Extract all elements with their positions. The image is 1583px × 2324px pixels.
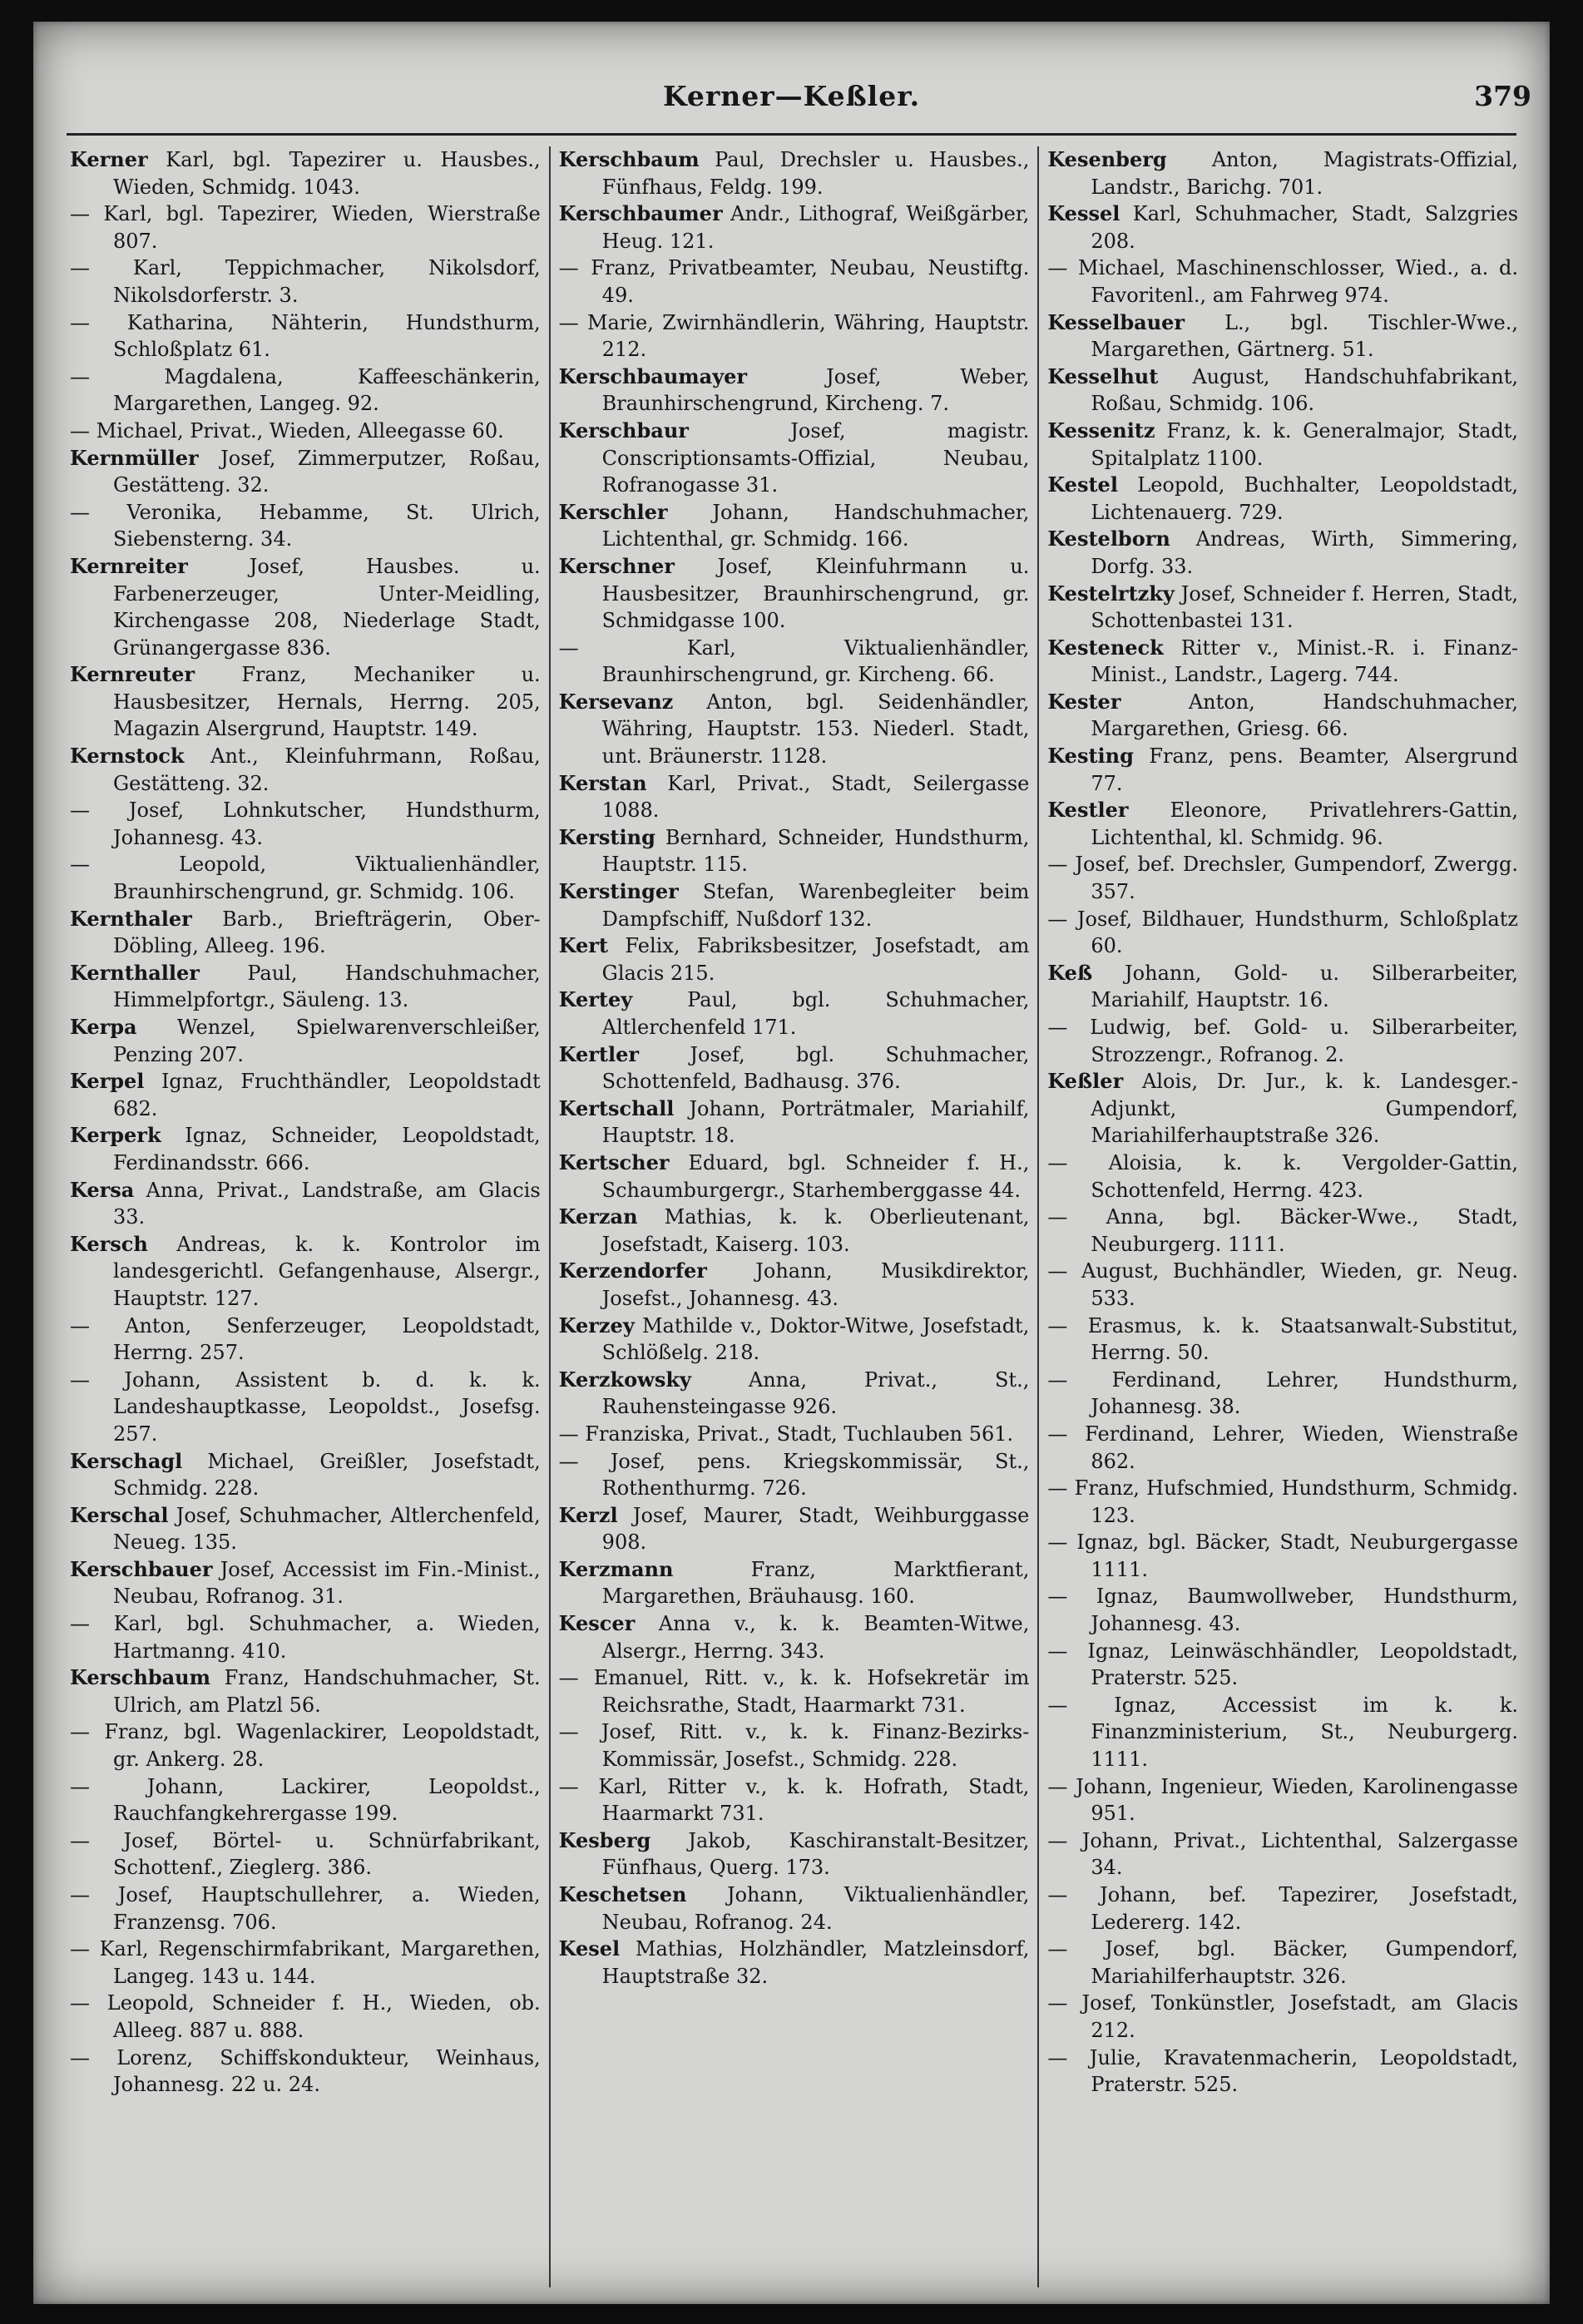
directory-entry [70, 661, 541, 743]
entry-details: — Katharina, Nähterin, Hundsthurm, Schloßplatz 61. [70, 310, 541, 362]
entry-surname: Kesteneck [1047, 635, 1164, 660]
entry-surname: Kesberg [558, 1827, 651, 1852]
entry-details: Bernhard, Schneider, Hundsthurm, Hauptstr. 115. [601, 825, 1030, 877]
entry-details: Anna v., k. k. Beamten-Witwe, Alsergr., Herrng. 343. [601, 1612, 1030, 1663]
directory-entry [1047, 146, 1518, 200]
directory-entry [559, 1313, 1030, 1367]
entry-surname: Kersch [70, 1231, 148, 1256]
entry-details: Ant., Kleinfuhrmann, Roßau, Gestätteng. 32. [113, 744, 541, 795]
entry-surname: Keßler [1047, 1069, 1124, 1094]
directory-entry [559, 363, 1030, 418]
entry-details: — Ignaz, bgl. Bäcker, Stadt, Neuburgergasse 1111. [1047, 1530, 1519, 1581]
directory-entry [559, 824, 1030, 878]
directory-entry [1047, 635, 1518, 689]
entry-details: Franz, Mechaniker u. Hausbesitzer, Hernals, Herrng. 205, Magazin Alsergrund, Hauptstr. 149. [113, 663, 541, 741]
entry-details: — Franziska, Privat., Stadt, Tuchlauben 561. [558, 1422, 1014, 1446]
directory-entry [1047, 689, 1518, 743]
entry-surname: Kerperk [70, 1123, 161, 1148]
column-2 [549, 146, 1038, 2287]
entry-details: — Franz, bgl. Wagenlackirer, Leopoldstadt, gr. Ankerg. 28. [70, 1720, 541, 1772]
entry-surname: Kerschal [70, 1502, 169, 1527]
entry-details: Johann, Gold- u. Silberarbeiter, Mariahilf, Hauptstr. 16. [1091, 961, 1519, 1012]
entry-details: Franz, k. k. Generalmajor, Stadt, Spitalplatz 1100. [1091, 418, 1519, 470]
entry-surname: Kesselhut [1047, 363, 1159, 388]
directory-entry [559, 878, 1030, 932]
entry-surname: Kerschler [558, 499, 668, 524]
entry-details: — Ignaz, Baumwollweber, Hundsthurm, Johannesg. 43. [1047, 1585, 1519, 1636]
entry-surname: Kerzan [558, 1204, 638, 1229]
entry-details: — Aloisia, k. k. Vergolder-Gattin, Schottenfeld, Herrng. 423. [1047, 1150, 1519, 1202]
entry-details: Ignaz, Schneider, Leopoldstadt, Ferdinandsstr. 666. [113, 1124, 541, 1174]
page-header [33, 80, 1550, 130]
entry-details: — Karl, Teppichmacher, Nikolsdorf, Nikolsdorferstr. 3. [70, 256, 541, 307]
directory-entry [559, 553, 1030, 635]
directory-entry [70, 553, 541, 661]
entry-surname: Kerpel [70, 1069, 145, 1094]
entry-details: Anna, Privat., Landstraße, am Glacis 33. [113, 1178, 541, 1229]
directory-entry [1047, 797, 1518, 851]
entry-details: — Johann, bef. Tapezirer, Josefstadt, Ledererg. 142. [1047, 1883, 1519, 1934]
entry-details: — Franz, Hufschmied, Hundsthurm, Schmidg. 123. [1047, 1476, 1519, 1527]
entry-details: — Josef, pens. Kriegskommissär, St., Rothenthurmg. 726. [558, 1449, 1030, 1501]
entry-details: — Anton, Senferzeuger, Leopoldstadt, Herrng. 257. [70, 1313, 541, 1365]
entry-details: Josef, Weber, Braunhirschengrund, Kircheng. 7. [601, 364, 1030, 416]
entry-details: Franz, Handschuhmacher, St. Ulrich, am Platzl 56. [113, 1666, 541, 1717]
entry-details: — Josef, Hauptschullehrer, a. Wieden, Franzensg. 706. [70, 1883, 541, 1934]
directory-entry [70, 445, 541, 499]
entry-details: Franz, Marktfierant, Margarethen, Bräuhausg. 160. [601, 1557, 1030, 1609]
entry-details: Johann, Viktualienhändler, Neubau, Rofranog. 24. [601, 1883, 1030, 1934]
entry-surname: Kerschbaum [558, 147, 700, 171]
directory-entry [1047, 743, 1518, 797]
directory-entry [70, 1068, 541, 1122]
directory-entry [559, 1150, 1030, 1204]
entry-details: August, Handschuhfabrikant, Roßau, Schmidg. 106. [1091, 364, 1519, 416]
entry-details: Josef, Zimmerputzer, Roßau, Gestätteng. 32. [113, 446, 541, 497]
directory-entry [70, 1990, 541, 2044]
entry-details: Karl, bgl. Tapezirer u. Hausbes., Wieden, Schmidg. 1043. [113, 148, 541, 199]
directory-entry [1047, 851, 1518, 905]
directory-entry [1047, 960, 1518, 1014]
entry-surname: Kerschbaumayer [558, 363, 748, 388]
entry-details: — Emanuel, Ritt. v., k. k. Hofsekretär im Reichsrathe, Stadt, Haarmarkt 731. [558, 1666, 1030, 1717]
entry-details: — Johann, Privat., Lichtenthal, Salzergasse 34. [1047, 1828, 1519, 1880]
entry-details: — Magdalena, Kaffeeschänkerin, Margarethen, Langeg. 92. [70, 364, 541, 416]
directory-entry [70, 1610, 541, 1664]
entry-surname: Kersevanz [558, 689, 674, 714]
entry-details: — Erasmus, k. k. Staatsanwalt-Substitut, Herrng. 50. [1047, 1313, 1519, 1365]
directory-entry [1047, 1014, 1518, 1068]
directory-entry [1047, 1936, 1518, 1990]
entry-details: Leopold, Buchhalter, Leopoldstadt, Lichtenauerg. 729. [1091, 473, 1519, 524]
directory-entry [70, 960, 541, 1014]
entry-details: Ignaz, Fruchthändler, Leopoldstadt 682. [113, 1070, 541, 1120]
directory-entry [559, 1502, 1030, 1556]
entry-details: Josef, Hausbes. u. Farbenerzeuger, Unter-Meidling, Kirchengasse 208, Niederlage Stadt, Grünangergasse 836. [113, 554, 541, 660]
columns [70, 146, 1526, 2287]
entry-details: L., bgl. Tischler-Wwe., Margarethen, Gärtnerg. 51. [1091, 310, 1519, 362]
entry-surname: Keschetsen [558, 1882, 687, 1906]
directory-entry [70, 499, 541, 553]
entry-surname: Kernmüller [70, 445, 199, 470]
entry-surname: Kesel [558, 1936, 621, 1961]
directory-entry [1047, 1881, 1518, 1936]
directory-entry [559, 1421, 1030, 1448]
entry-details: Anna, Privat., St., Rauhensteingasse 926. [601, 1367, 1030, 1419]
entry-details: Anton, Handschuhmacher, Margarethen, Griesg. 66. [1091, 690, 1519, 741]
entry-surname: Kert [558, 933, 609, 958]
entry-details: Ritter v., Minist.-R. i. Finanz-Minist., Landstr., Lagerg. 744. [1091, 635, 1518, 687]
entry-details: Mathias, k. k. Oberlieutenant, Josefstadt, Kaiserg. 103. [601, 1205, 1030, 1256]
directory-entry [1047, 255, 1518, 309]
entry-surname: Kerzendorfer [558, 1258, 707, 1283]
entry-surname: Kernthaler [70, 906, 192, 931]
directory-entry [1047, 1068, 1518, 1150]
entry-details: — Johann, Assistent b. d. k. k. Landeshauptkasse, Leopoldst., Josefsg. 257. [70, 1367, 541, 1446]
entry-details: Josef, Maurer, Stadt, Weihburggasse 908. [601, 1503, 1030, 1555]
directory-entry [559, 1664, 1030, 1718]
entry-surname: Kesenberg [1047, 147, 1167, 171]
entry-surname: Kernthaller [70, 960, 200, 985]
entry-details: — Ferdinand, Lehrer, Wieden, Wienstraße 862. [1047, 1422, 1519, 1473]
entry-details: Eduard, bgl. Schneider f. H., Schaumburgergr., Starhemberggasse 44. [601, 1150, 1030, 1202]
directory-entry [1047, 1367, 1518, 1421]
entry-details: — Karl, Viktualienhändler, Braunhirschengrund, gr. Kircheng. 66. [558, 635, 1030, 687]
entry-details: Alois, Dr. Jur., k. k. Landesger.-Adjunkt, Gumpendorf, Mariahilferhauptstraße 326. [1091, 1070, 1519, 1148]
entry-surname: Kernstock [70, 744, 185, 769]
directory-entry [559, 932, 1030, 986]
directory-entry [559, 1936, 1030, 1990]
entry-surname: Kestelrtzky [1047, 581, 1175, 606]
entry-details: — Julie, Kravatenmacherin, Leopoldstadt, Praterstr. 525. [1047, 2045, 1519, 2097]
entry-details: — Karl, bgl. Schuhmacher, a. Wieden, Hartmanng. 410. [70, 1612, 541, 1663]
directory-entry [559, 635, 1030, 689]
directory-entry [70, 418, 541, 445]
directory-entry [559, 1881, 1030, 1936]
entry-details: Josef, Schuhmacher, Altlerchenfeld, Neueg. 135. [113, 1503, 541, 1555]
entry-details: — Johann, Ingenieur, Wieden, Karolinengasse 951. [1047, 1774, 1519, 1826]
directory-entry [70, 906, 541, 960]
entry-details: Josef, Accessist im Fin.-Minist., Neubau, Rofranog. 31. [113, 1557, 541, 1609]
directory-entry [559, 146, 1030, 200]
entry-surname: Kerstinger [558, 879, 679, 904]
entry-surname: Kesting [1047, 744, 1134, 769]
entry-details: — Johann, Lackirer, Leopoldst., Rauchfangkehrergasse 199. [70, 1774, 541, 1826]
directory-entry [70, 200, 541, 255]
entry-surname: Kerschbaur [558, 418, 689, 443]
entry-surname: Kerschbaum [70, 1665, 210, 1690]
entry-details: — Leopold, Viktualienhändler, Braunhirschengrund, gr. Schmidg. 106. [70, 853, 541, 904]
entry-surname: Kestel [1047, 472, 1118, 497]
entry-details: Paul, bgl. Schuhmacher, Altlerchenfeld 171. [601, 988, 1030, 1039]
directory-entry [70, 363, 541, 418]
directory-entry [559, 418, 1030, 499]
directory-entry [559, 499, 1030, 553]
entry-surname: Kessenitz [1047, 418, 1155, 443]
entry-details: Andreas, k. k. Kontrolor im landesgerichtl. Gefangenhause, Alsergr., Hauptstr. 127. [113, 1232, 541, 1310]
directory-entry [1047, 526, 1518, 580]
entry-details: — Josef, Ritt. v., k. k. Finanz-Bezirks-Kommissär, Josefst., Schmidg. 228. [558, 1720, 1030, 1772]
entry-surname: Kesselbauer [1047, 309, 1185, 334]
directory-entry [70, 797, 541, 851]
running-title: Kerner—Keßler. [662, 80, 921, 112]
entry-details: — Ignaz, Leinwäschhändler, Leopoldstadt, Praterstr. 525. [1047, 1639, 1519, 1690]
entry-details: Eleonore, Privatlehrers-Gattin, Lichtenthal, kl. Schmidg. 96. [1091, 799, 1519, 849]
entry-surname: Kerzkowsky [558, 1367, 691, 1392]
entry-surname: Kerschagl [70, 1448, 183, 1473]
entry-details: Paul, Handschuhmacher, Himmelpfortgr., Säuleng. 13. [113, 961, 541, 1012]
directory-entry [70, 146, 541, 200]
directory-entry [70, 1502, 541, 1556]
entry-details: — Anna, bgl. Bäcker-Wwe., Stadt, Neuburgerg. 1111. [1047, 1205, 1519, 1256]
entry-surname: Kerzmann [558, 1556, 674, 1581]
entry-details: — Karl, bgl. Tapezirer, Wieden, Wierstraße 807. [70, 202, 541, 253]
directory-entry [1047, 1258, 1518, 1312]
directory-entry [1047, 200, 1518, 255]
entry-surname: Kersting [558, 824, 655, 849]
entry-details: Josef, Schneider f. Herren, Stadt, Schottenbastei 131. [1091, 581, 1519, 633]
directory-entry [70, 1313, 541, 1367]
directory-entry [1047, 1990, 1518, 2044]
directory-entry [70, 309, 541, 363]
entry-details: Franz, pens. Beamter, Alsergrund 77. [1091, 744, 1519, 795]
entry-details: — Ignaz, Accessist im k. k. Finanzministerium, St., Neuburgerg. 1111. [1047, 1693, 1519, 1772]
column-1 [70, 146, 549, 2287]
directory-entry [70, 1448, 541, 1502]
entry-details: — Michael, Privat., Wieden, Alleegasse 60. [70, 418, 504, 443]
entry-surname: Kescer [558, 1611, 636, 1636]
entry-details: Karl, Schuhmacher, Stadt, Salzgries 208. [1091, 202, 1519, 253]
directory-entry [559, 1095, 1030, 1150]
directory-entry [559, 200, 1030, 255]
entry-details: Mathilde v., Doktor-Witwe, Josefstadt, Schlößelg. 218. [601, 1313, 1030, 1365]
directory-entry [70, 1664, 541, 1718]
header-rule [67, 133, 1516, 136]
entry-details: — August, Buchhändler, Wieden, gr. Neug. 533. [1047, 1259, 1519, 1310]
directory-entry [70, 2045, 541, 2099]
directory-entry [559, 1204, 1030, 1258]
entry-surname: Kertler [558, 1041, 640, 1066]
directory-entry [559, 255, 1030, 309]
entry-surname: Kerschner [558, 553, 675, 578]
entry-details: Anton, bgl. Seidenhändler, Währing, Hauptstr. 153. Niederl. Stadt, unt. Bräunerstr. 1128. [601, 690, 1030, 769]
entry-details: Andr., Lithograf, Weißgärber, Heug. 121. [601, 202, 1030, 253]
directory-entry [70, 1936, 541, 1990]
directory-entry [1047, 1638, 1518, 1692]
directory-entry [1047, 2045, 1518, 2099]
entry-details: — Karl, Ritter v., k. k. Hofrath, Stadt, Haarmarkt 731. [558, 1774, 1030, 1826]
directory-entry [1047, 581, 1518, 635]
entry-surname: Kertscher [558, 1150, 670, 1174]
entry-details: — Karl, Regenschirmfabrikant, Margarethen, Langeg. 143 u. 144. [70, 1937, 541, 1988]
directory-entry [70, 1827, 541, 1881]
entry-details: Barb., Briefträgerin, Ober-Döbling, Alleeg. 196. [113, 907, 541, 958]
entry-details: — Marie, Zwirnhändlerin, Währing, Hauptstr. 212. [558, 310, 1030, 362]
directory-entry [1047, 1827, 1518, 1881]
entry-details: Josef, magistr. Conscriptionsamts-Offizial, Neubau, Rofranogasse 31. [601, 418, 1030, 497]
entry-details: — Leopold, Schneider f. H., Wieden, ob. Alleeg. 887 u. 888. [70, 1991, 541, 2042]
directory-entry [559, 689, 1030, 770]
directory-entry [1047, 1692, 1518, 1773]
entry-details: Stefan, Warenbegleiter beim Dampfschiff, Nußdorf 132. [601, 880, 1030, 931]
directory-entry [70, 1122, 541, 1176]
directory-entry [1047, 1529, 1518, 1583]
entry-details: — Ludwig, bef. Gold- u. Silberarbeiter, Strozzengr., Rofranog. 2. [1047, 1016, 1519, 1066]
directory-entry [559, 770, 1030, 824]
entry-details: Johann, Musikdirektor, Josefst., Johannesg. 43. [601, 1259, 1030, 1310]
entry-details: — Ferdinand, Lehrer, Hundsthurm, Johannesg. 38. [1047, 1367, 1519, 1419]
directory-entry [70, 1556, 541, 1610]
entry-surname: Kester [1047, 689, 1121, 714]
directory-entry [559, 1773, 1030, 1827]
entry-surname: Kerschbauer [70, 1556, 213, 1581]
directory-entry [1047, 1150, 1518, 1204]
directory-entry [559, 986, 1030, 1041]
directory-entry [70, 1014, 541, 1068]
entry-details: Wenzel, Spielwarenverschleißer, Penzing 207. [113, 1016, 541, 1066]
entry-details: Jakob, Kaschiranstalt-Besitzer, Fünfhaus, Querg. 173. [601, 1828, 1030, 1880]
entry-details: — Veronika, Hebamme, St. Ulrich, Siebensterng. 34. [70, 500, 541, 551]
directory-entry [559, 1041, 1030, 1095]
entry-details: Felix, Fabriksbesitzer, Josefstadt, am Glacis 215. [601, 934, 1030, 985]
entry-details: Anton, Magistrats-Offizial, Landstr., Barichg. 701. [1091, 148, 1519, 199]
directory-entry [559, 1258, 1030, 1312]
entry-details: — Josef, Bildhauer, Hundsthurm, Schloßplatz 60. [1047, 907, 1519, 958]
directory-entry [1047, 1421, 1518, 1475]
directory-entry [70, 255, 541, 309]
entry-details: — Franz, Privatbeamter, Neubau, Neustiftg. 49. [558, 256, 1030, 307]
directory-entry [1047, 472, 1518, 526]
entry-details: Josef, bgl. Schuhmacher, Schottenfeld, Badhausg. 376. [601, 1042, 1030, 1094]
directory-entry [70, 1718, 541, 1773]
entry-details: — Josef, bef. Drechsler, Gumpendorf, Zwergg. 357. [1047, 853, 1519, 904]
entry-surname: Kessel [1047, 201, 1120, 226]
directory-entry [70, 1881, 541, 1936]
directory-entry [559, 309, 1030, 363]
entry-surname: Kerschbaumer [558, 201, 723, 226]
directory-entry [1047, 1204, 1518, 1258]
directory-entry [559, 1610, 1030, 1664]
entry-details: Karl, Privat., Stadt, Seilergasse 1088. [601, 771, 1030, 823]
entry-details: Johann, Handschuhmacher, Lichtenthal, gr. Schmidg. 166. [601, 500, 1030, 551]
entry-details: — Josef, bgl. Bäcker, Gumpendorf, Mariahilferhauptstr. 326. [1047, 1937, 1519, 1988]
page-number: 379 [1474, 80, 1531, 112]
entry-surname: Kestler [1047, 798, 1129, 823]
directory-entry [559, 1448, 1030, 1502]
directory-entry [70, 1177, 541, 1231]
directory-entry [559, 1367, 1030, 1421]
column-3 [1037, 146, 1526, 2287]
entry-surname: Kerner [70, 147, 148, 171]
entry-surname: Kertschall [558, 1095, 675, 1120]
directory-entry [1047, 418, 1518, 472]
entry-details: Johann, Porträtmaler, Mariahilf, Hauptstr. 18. [601, 1096, 1030, 1148]
directory-entry [1047, 1313, 1518, 1367]
entry-surname: Keß [1047, 960, 1093, 985]
entry-surname: Kestelborn [1047, 527, 1170, 551]
directory-entry [1047, 1475, 1518, 1529]
entry-surname: Kernreuter [70, 662, 195, 687]
directory-entry [70, 851, 541, 905]
directory-entry [1047, 1583, 1518, 1637]
entry-details: — Lorenz, Schiffskondukteur, Weinhaus, Johannesg. 22 u. 24. [70, 2045, 541, 2097]
entry-details: Josef, Kleinfuhrmann u. Hausbesitzer, Braunhirschengrund, gr. Schmidgasse 100. [601, 554, 1030, 633]
entry-surname: Kersa [70, 1177, 135, 1202]
directory-entry [559, 1718, 1030, 1773]
directory-entry [1047, 363, 1518, 418]
entry-details: Michael, Greißler, Josefstadt, Schmidg. 228. [113, 1449, 541, 1501]
entry-surname: Kertey [558, 987, 633, 1012]
entry-surname: Kerzl [558, 1502, 618, 1527]
entry-details: — Josef, Tonkünstler, Josefstadt, am Glacis 212. [1047, 1991, 1519, 2042]
directory-entry [70, 743, 541, 797]
directory-entry [70, 1773, 541, 1827]
entry-surname: Kerzey [558, 1313, 635, 1338]
directory-entry [1047, 309, 1518, 363]
entry-details: — Michael, Maschinenschlosser, Wied., a. d. Favoritenl., am Fahrweg 974. [1047, 256, 1519, 307]
entry-details: Paul, Drechsler u. Hausbes., Fünfhaus, Feldg. 199. [601, 148, 1030, 199]
directory-entry [559, 1556, 1030, 1610]
entry-details: — Josef, Lohnkutscher, Hundsthurm, Johannesg. 43. [70, 799, 541, 849]
entry-details: Mathias, Holzhändler, Matzleinsdorf, Hauptstraße 32. [601, 1937, 1030, 1988]
entry-details: — Josef, Börtel- u. Schnürfabrikant, Schottenf., Zieglerg. 386. [70, 1828, 541, 1880]
entry-details: Andreas, Wirth, Simmering, Dorfg. 33. [1091, 527, 1519, 578]
directory-entry [1047, 906, 1518, 960]
directory-entry [70, 1231, 541, 1313]
entry-surname: Kerpa [70, 1015, 137, 1039]
entry-surname: Kernreiter [70, 553, 188, 578]
directory-entry [1047, 1773, 1518, 1827]
entry-surname: Kerstan [558, 770, 647, 795]
directory-page [33, 22, 1550, 2304]
directory-entry [70, 1367, 541, 1448]
directory-entry [559, 1827, 1030, 1881]
